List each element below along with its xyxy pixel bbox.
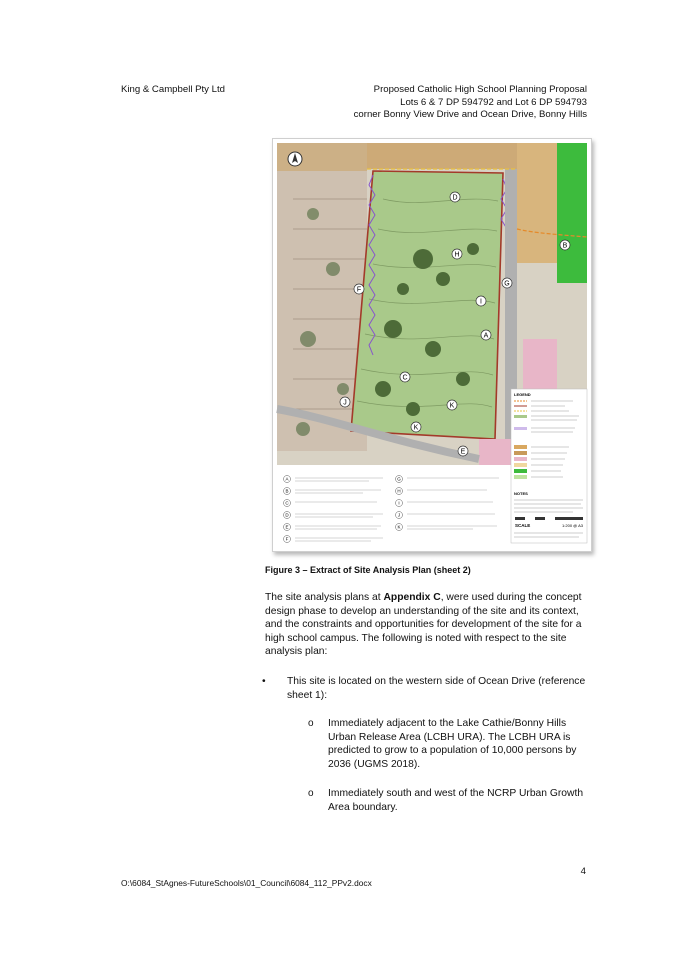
- svg-text:J: J: [343, 399, 347, 407]
- key-marker-c: [284, 500, 291, 507]
- key-marker-j: [396, 512, 403, 519]
- legend-title: LEGEND: [514, 392, 531, 397]
- map-zone-pink-right: [523, 339, 557, 389]
- marker-b: [560, 240, 570, 250]
- map-zone-orange-right: [517, 143, 557, 263]
- scale-label: SCALE: [515, 523, 531, 528]
- key-marker-f: [284, 536, 291, 543]
- marker-j: [340, 397, 350, 407]
- para-rest: , were used during the concept design phase to develop an understanding of the site and its context, and the constraints and opportunities for development of the site for a high school campus. The following is noted with respect to the site analysis plan:: [265, 592, 582, 658]
- marker-f: [354, 284, 364, 294]
- header-title-line2: Lots 6 & 7 DP 594792 and Lot 6 DP 594793: [400, 96, 587, 108]
- key-marker-b: [284, 488, 291, 495]
- sub-bullet-marker-1: o: [308, 718, 314, 729]
- svg-text:K: K: [413, 424, 419, 432]
- scale-value: 1:200 @ A3: [562, 523, 583, 528]
- marker-c: [400, 372, 410, 382]
- appendix-reference: Appendix C: [383, 592, 441, 603]
- svg-text:C: C: [285, 500, 289, 506]
- key-marker-h: [396, 488, 403, 495]
- svg-text:E: E: [460, 448, 466, 456]
- svg-text:A: A: [483, 332, 489, 340]
- key-marker-d: [284, 512, 291, 519]
- key-marker-e: [284, 524, 291, 531]
- header-title-block: [354, 84, 587, 122]
- svg-text:H: H: [397, 488, 401, 494]
- para-intro: The site analysis plans at: [265, 592, 384, 603]
- svg-text:C: C: [402, 374, 408, 382]
- figure-caption: Figure 3 – Extract of Site Analysis Plan (sheet 2): [265, 565, 471, 575]
- sub-bullet-marker-2: o: [308, 788, 314, 799]
- svg-text:E: E: [285, 524, 289, 530]
- svg-text:D: D: [285, 512, 289, 518]
- marker-i: [476, 296, 486, 306]
- footer-file-path: O:\6084_StAgnes-FutureSchools\01_Council\6084_112_PPv2.docx: [121, 878, 372, 888]
- svg-text:H: H: [454, 251, 460, 259]
- map-zone-green: [557, 143, 587, 283]
- marker-a: [481, 330, 491, 340]
- svg-text:K: K: [449, 402, 455, 410]
- marker-g: [502, 278, 512, 288]
- site-analysis-plan-figure: [272, 138, 592, 552]
- sub-bullet-text-2: Immediately south and west of the NCRP Urban Growth Area boundary.: [328, 788, 584, 813]
- marker-e: [458, 446, 468, 456]
- svg-text:G: G: [504, 280, 510, 288]
- bullet-text: This site is located on the western side of Ocean Drive (reference sheet 1):: [287, 676, 586, 701]
- key-panel: [277, 469, 509, 547]
- svg-text:I: I: [398, 500, 400, 506]
- svg-text:G: G: [397, 476, 401, 482]
- map-zone-brown-top: [367, 143, 517, 169]
- svg-text:F: F: [285, 536, 289, 542]
- bullet-marker: •: [262, 676, 266, 687]
- page-number: 4: [580, 866, 586, 877]
- svg-text:I: I: [480, 298, 482, 306]
- svg-text:F: F: [356, 286, 362, 294]
- key-marker-g: [396, 476, 403, 483]
- notes-title: NOTES: [514, 491, 528, 496]
- svg-text:B: B: [285, 488, 289, 494]
- marker-h: [452, 249, 462, 259]
- key-marker-a: [284, 476, 291, 483]
- header-title-line3: corner Bonny View Drive and Ocean Drive, Bonny Hills: [353, 109, 587, 121]
- key-marker-k: [396, 524, 403, 531]
- site-analysis-plan-image: [273, 139, 591, 551]
- svg-text:K: K: [397, 524, 401, 530]
- marker-k-2: [411, 422, 421, 432]
- sub-bullet-text-1: Immediately adjacent to the Lake Cathie/Bonny Hills Urban Release Area (LCBH URA). The LCBH URA is predicted to grow to a population of 10,000 persons by 2036 (UGMS 2018).: [328, 718, 577, 770]
- svg-text:J: J: [397, 512, 401, 518]
- header-title-line1: Proposed Catholic High School Planning Proposal: [373, 84, 587, 95]
- marker-d: [450, 192, 460, 202]
- key-marker-i: [396, 500, 403, 507]
- header-company: King & Campbell Pty Ltd: [121, 84, 225, 95]
- svg-text:D: D: [452, 194, 458, 202]
- svg-text:A: A: [285, 476, 289, 482]
- site-analysis-paragraph: [265, 591, 587, 659]
- marker-k: [447, 400, 457, 410]
- svg-text:B: B: [562, 242, 568, 250]
